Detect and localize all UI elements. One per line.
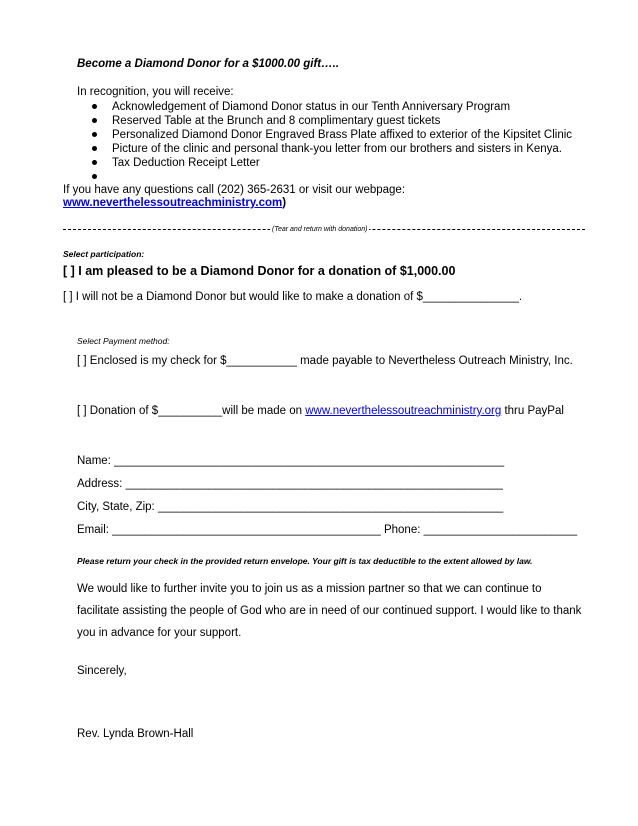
list-item bbox=[90, 156, 572, 170]
bullet-icon bbox=[92, 104, 97, 109]
select-participation-label: Select participation: bbox=[63, 249, 145, 259]
invitation-paragraph bbox=[77, 578, 597, 644]
webpage-link[interactable]: www.neverthelessoutreachministry.com bbox=[63, 197, 283, 209]
list-item bbox=[90, 100, 572, 114]
benefits-list bbox=[90, 100, 572, 184]
bullet-icon bbox=[92, 118, 97, 123]
payment-online-option[interactable] bbox=[77, 405, 564, 417]
page-heading: Become a Diamond Donor for a $1000.00 gift….. bbox=[77, 58, 340, 70]
webpage-line bbox=[63, 197, 286, 209]
other-donation-option[interactable]: [ ] I will not be a Diamond Donor but would like to make a donation of $_______________. bbox=[63, 291, 523, 303]
list-item bbox=[90, 128, 572, 142]
return-note: Please return your check in the provided return envelope. Your gift is tax deductible to the extent allowed by law. bbox=[77, 556, 533, 566]
list-item bbox=[90, 142, 572, 156]
payment-online-suffix: thru PayPal bbox=[501, 405, 564, 417]
benefit-text: Acknowledgement of Diamond Donor status in our Tenth Anniversary Program bbox=[112, 101, 511, 113]
webpage-link-suffix: ) bbox=[282, 197, 287, 209]
paypal-site-link[interactable]: www.neverthelessoutreachministry.org bbox=[305, 405, 502, 417]
bullet-icon bbox=[92, 174, 97, 179]
bullet-icon bbox=[92, 132, 97, 137]
sign-off: Sincerely, bbox=[77, 665, 127, 677]
paragraph-line: facilitate assisting the people of God who are in need of our continued support. I would like to thank bbox=[77, 605, 582, 617]
benefit-text: Reserved Table at the Brunch and 8 complimentary guest tickets bbox=[112, 115, 441, 127]
benefit-text: Tax Deduction Receipt Letter bbox=[112, 157, 260, 169]
signature-name: Rev. Lynda Brown-Hall bbox=[77, 728, 194, 740]
select-payment-label: Select Payment method: bbox=[77, 336, 170, 346]
recognition-intro: In recognition, you will receive: bbox=[77, 86, 234, 98]
tear-note: (Tear and return with donation) bbox=[272, 226, 368, 233]
paragraph-line: you in advance for your support. bbox=[77, 627, 242, 639]
bullet-icon bbox=[92, 160, 97, 165]
city-state-zip-field[interactable]: City, State, Zip: ______________________________________________________ bbox=[77, 501, 504, 513]
email-phone-field[interactable]: Email: __________________________________________ Phone: ________________________ bbox=[77, 524, 578, 536]
benefit-text: Picture of the clinic and personal thank-you letter from our brothers and sisters in Kenya. bbox=[112, 143, 563, 155]
list-item bbox=[90, 170, 572, 184]
benefit-text: Personalized Diamond Donor Engraved Brass Plate affixed to exterior of the Kipsitet Clinic bbox=[112, 129, 573, 141]
payment-online-prefix: [ ] Donation of $__________will be made on bbox=[77, 405, 306, 417]
diamond-donor-option[interactable]: [ ] I am pleased to be a Diamond Donor for a donation of $1,000.00 bbox=[63, 264, 456, 278]
paragraph-line: We would like to further invite you to join us as a mission partner so that we can continue to bbox=[77, 583, 542, 595]
list-item bbox=[90, 114, 572, 128]
name-field[interactable]: Name: _____________________________________________________________ bbox=[77, 455, 505, 467]
contact-info: If you have any questions call (202) 365-2631 or visit our webpage: bbox=[63, 184, 406, 196]
bullet-icon bbox=[92, 146, 97, 151]
payment-check-option[interactable]: [ ] Enclosed is my check for $___________ made payable to Nevertheless Outreach Ministry, Inc. bbox=[77, 355, 573, 367]
address-field[interactable]: Address: ___________________________________________________________ bbox=[77, 478, 503, 490]
